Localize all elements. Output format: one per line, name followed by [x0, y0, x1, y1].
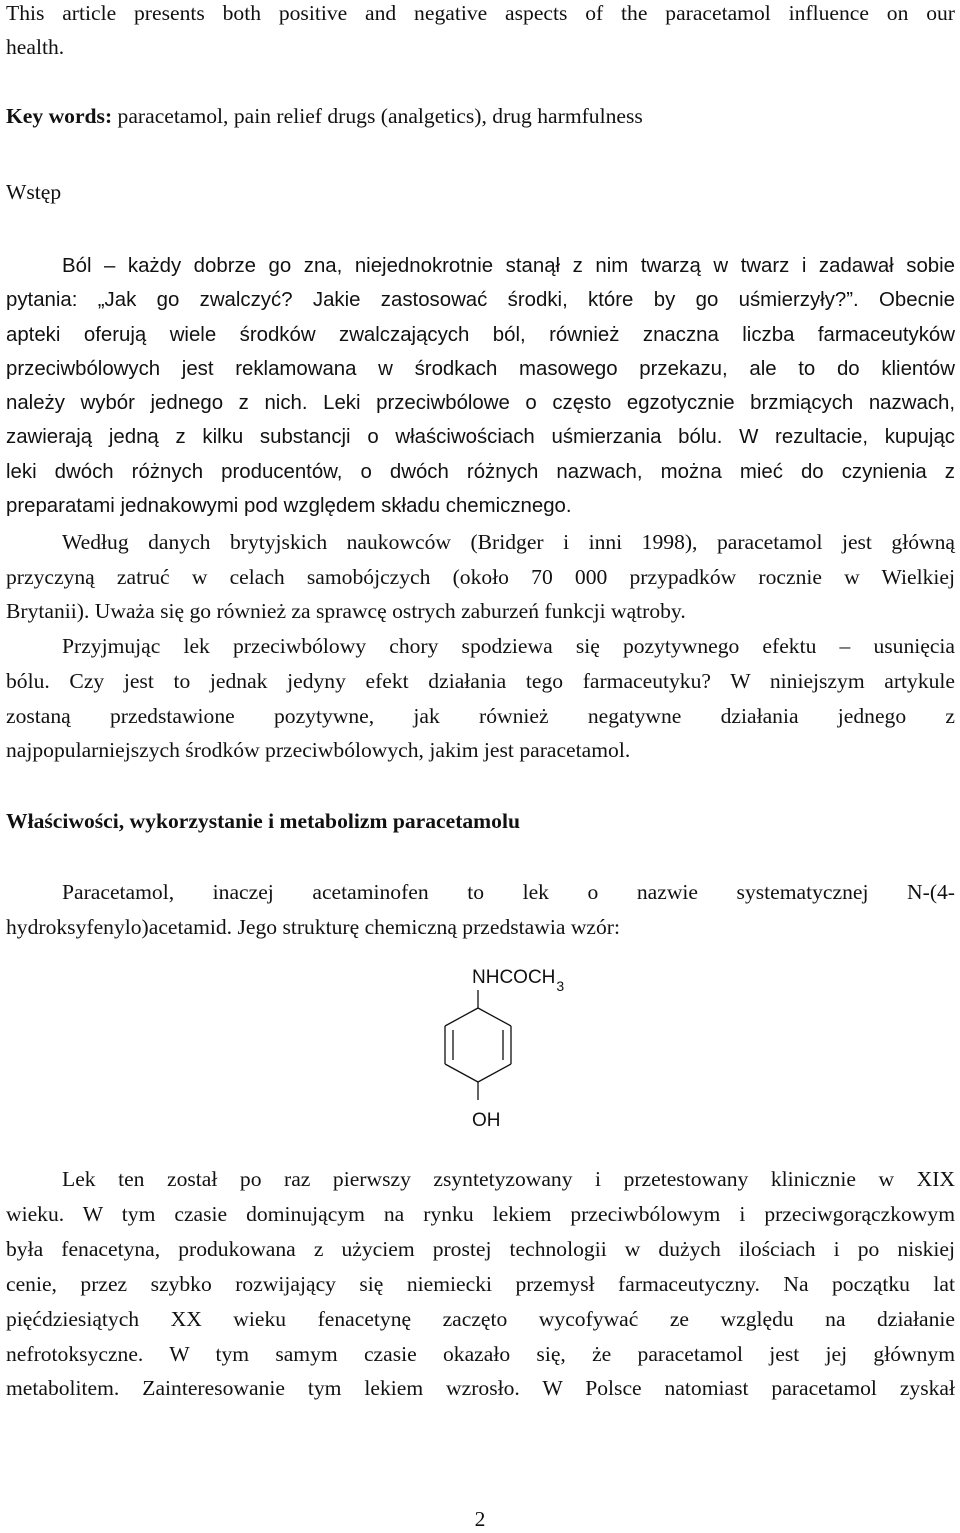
para4-line-2: hydroksyfenylo)acetamid. Jego strukturę chemiczną przedstawia wzór:	[6, 915, 620, 939]
para5-line-3: była fenacetyna, produkowana z użyciem prostej technologii w dużych ilościach i po niskiej	[6, 1237, 955, 1261]
para3-line-2: bólu. Czy jest to jednak jedyny efekt działania tego farmaceutyku? W niniejszym artykule	[6, 669, 955, 693]
keywords-text: paracetamol, pain relief drugs (analgetics), drug harmfulness	[112, 104, 643, 128]
intro-line-2: pytania: „Jak go zwalczyć? Jakie zastosować środki, które by go uśmierzyły?”. Obecnie	[6, 289, 955, 311]
abstract-line-2: health.	[6, 35, 65, 59]
page-number: 2	[474, 1507, 486, 1531]
para5-line-6: nefrotoksyczne. W tym samym czasie okazało się, że paracetamol jest jej głównym	[6, 1342, 955, 1366]
intro-line-4: przeciwbólowych jest reklamowana w środkach masowego przekazu, ale to do klientów	[6, 358, 955, 380]
para3-line-1: Przyjmując lek przeciwbólowy chory spodziewa się pozytywnego efektu – usunięcia	[62, 634, 955, 658]
bond-ring-upper-left	[445, 1008, 478, 1026]
intro-line-6: zawierają jedną z kilku substancji o właściwościach uśmierzania bólu. W rezultacie, kupując	[6, 426, 955, 448]
para5-line-2: wieku. W tym czasie dominującym na rynku lekiem przeciwbólowym i przeciwgorączkowym	[6, 1202, 955, 1226]
para4-line-1: Paracetamol, inaczej acetaminofen to lek o nazwie systematycznej N-(4-	[62, 880, 955, 904]
para5-line-1: Lek ten został po raz pierwszy zsyntetyzowany i przetestowany klinicznie w XIX	[62, 1167, 955, 1191]
benzene-ring-diagram	[440, 988, 520, 1106]
formula-top-subscript: 3	[556, 978, 565, 994]
para5-line-7: metabolitem. Zainteresowanie tym lekiem wzrosło. W Polsce natomiast paracetamol zyskał	[6, 1376, 955, 1400]
keywords	[6, 99, 955, 133]
formula-top-group-text: NHCOCH	[472, 967, 556, 988]
intro-line-8: preparatami jednakowymi pod względem składu chemicznego.	[6, 495, 572, 517]
bond-ring-upper-right	[478, 1008, 511, 1026]
intro-line-3: apteki oferują wiele środków zwalczających ból, również znaczna liczba farmaceutyków	[6, 324, 955, 346]
para3-line-3: zostaną przedstawione pozytywne, jak również negatywne działania jednego z	[6, 704, 955, 728]
para2-line-1: Według danych brytyjskich naukowców (Bridger i inni 1998), paracetamol jest główną	[62, 530, 955, 554]
bond-ring-lower-left	[445, 1064, 478, 1082]
keywords-label: Key words:	[6, 104, 113, 128]
para5-line-4: cenie, przez szybko rozwijający się niemiecki przemysł farmaceutyczny. Na początku lat	[6, 1272, 955, 1296]
formula-bottom-group: OH	[472, 1110, 501, 1131]
abstract-line-1: This article presents both positive and negative aspects of the paracetamol influence on our	[6, 1, 955, 25]
para2-line-2: przyczyną zatruć w celach samobójczych (około 70 000 przypadków rocznie w Wielkiej	[6, 565, 955, 589]
para3-line-4: najpopularniejszych środków przeciwbólowych, jakim jest paracetamol.	[6, 738, 631, 762]
intro-line-7: leki dwóch różnych producentów, o dwóch różnych nazwach, można mieć do czynienia z	[6, 461, 955, 483]
intro-line-1: Ból – każdy dobrze go zna, niejednokrotnie stanął z nim twarzą w twarz i zadawał sobie	[62, 255, 955, 277]
bond-ring-lower-right	[478, 1064, 511, 1082]
para5-line-5: pięćdziesiątych XX wieku fenacetynę zaczęto wycofywać ze względu na działanie	[6, 1307, 955, 1331]
para2-line-3: Brytanii). Uważa się go również za sprawcę ostrych zaburzeń funkcji wątroby.	[6, 599, 686, 623]
intro-line-5: należy wybór jednego z nich. Leki przeciwbólowe o często egzotycznie brzmiących nazwach,	[6, 392, 955, 414]
intro-heading: Wstęp	[6, 180, 62, 204]
formula-top-group	[472, 967, 565, 994]
section-heading: Właściwości, wykorzystanie i metabolizm paracetamolu	[6, 809, 520, 833]
